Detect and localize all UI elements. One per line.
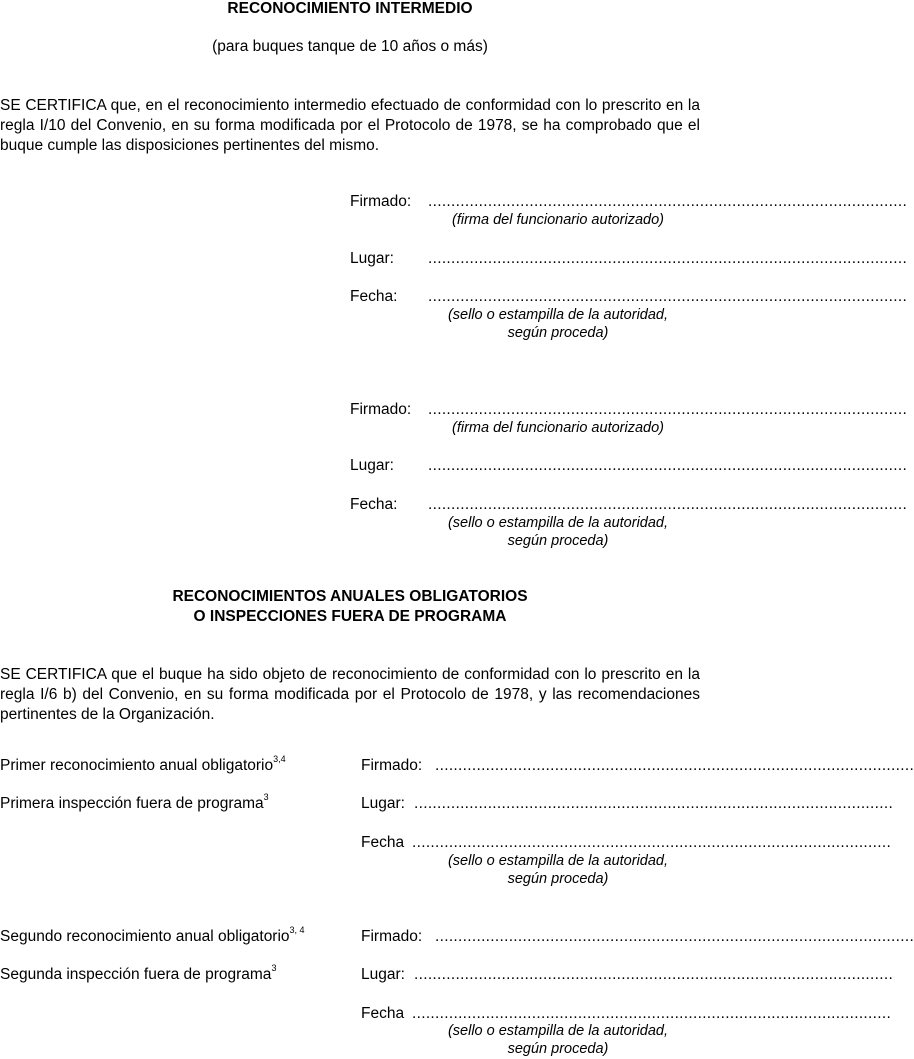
- footnote-ref: 3, 4: [289, 925, 305, 935]
- section2-title-line2: O INSPECCIONES FUERA DE PROGRAMA: [193, 608, 507, 625]
- place-field[interactable]: ........................................................................................................: [428, 250, 908, 267]
- footnote-ref: 3,4: [273, 754, 286, 764]
- date-note-line1: (sello o estampilla de la autoridad,: [447, 853, 669, 869]
- date-field[interactable]: ........................................................................................................: [412, 834, 892, 851]
- signature-field[interactable]: ........................................................................................................: [428, 401, 908, 418]
- place-label: Lugar:: [350, 250, 394, 267]
- date-label: Fecha: [361, 834, 405, 851]
- signed-note: (firma del funcionario autorizado): [452, 420, 664, 436]
- date-label: Fecha:: [350, 288, 398, 305]
- footnote-ref: 3: [263, 792, 269, 802]
- place-label: Lugar:: [361, 966, 405, 983]
- date-note-line1: (sello o estampilla de la autoridad,: [447, 515, 669, 531]
- date-field[interactable]: ........................................................................................................: [412, 1005, 892, 1022]
- place-label: Lugar:: [350, 457, 394, 474]
- survey-label-text: Segundo reconocimiento anual obligatorio: [0, 928, 290, 945]
- section2-body: SE CERTIFICA que el buque ha sido objeto de reconocimiento de conformidad con lo prescrito en la regla I/6 b) del Convenio, en su forma modificada por el Protocolo de 1978, y las recomendaciones pertinentes de la Organización.: [0, 666, 700, 723]
- place-field[interactable]: ........................................................................................................: [428, 457, 908, 474]
- footnote-ref: 3: [271, 963, 277, 973]
- signed-note: (firma del funcionario autorizado): [452, 212, 664, 228]
- date-note-line2: según proceda): [507, 533, 609, 549]
- date-note-line1: (sello o estampilla de la autoridad,: [447, 307, 669, 323]
- place-field[interactable]: ........................................................................................................: [414, 966, 894, 983]
- signed-label: Firmado:: [350, 401, 412, 418]
- section1-title: RECONOCIMIENTO INTERMEDIO: [227, 0, 473, 17]
- place-label: Lugar:: [361, 795, 405, 812]
- signature-field[interactable]: ........................................................................................................: [435, 757, 914, 774]
- date-label: Fecha: [361, 1005, 405, 1022]
- section1-subtitle: (para buques tanque de 10 años o más): [212, 38, 488, 55]
- section1-body: SE CERTIFICA que, en el reconocimiento intermedio efectuado de conformidad con lo prescrito en la regla I/10 del Convenio, en su forma modificada por el Protocolo de 1978, se ha comprobado que el buque cumple las disposiciones pertinentes del mismo.: [0, 97, 700, 154]
- section2-title-line1: RECONOCIMIENTOS ANUALES OBLIGATORIOS: [172, 588, 528, 605]
- date-note-line2: según proceda): [507, 871, 609, 887]
- date-note-line2: según proceda): [507, 1041, 609, 1057]
- survey-label: [0, 754, 286, 775]
- date-field[interactable]: ........................................................................................................: [428, 288, 908, 305]
- inspection-label: [0, 963, 277, 984]
- signed-label: Firmado:: [361, 757, 423, 774]
- date-field[interactable]: ........................................................................................................: [428, 496, 908, 513]
- signed-label: Firmado:: [350, 193, 412, 210]
- place-field[interactable]: ........................................................................................................: [414, 795, 894, 812]
- date-label: Fecha:: [350, 496, 398, 513]
- survey-label-text: Primer reconocimiento anual obligatorio: [0, 757, 274, 774]
- survey-label: [0, 925, 305, 946]
- signed-label: Firmado:: [361, 928, 423, 945]
- inspection-label: [0, 792, 269, 813]
- signature-field[interactable]: ........................................................................................................: [428, 193, 908, 210]
- signature-field[interactable]: ........................................................................................................: [435, 928, 914, 945]
- date-note-line1: (sello o estampilla de la autoridad,: [447, 1023, 669, 1039]
- inspection-label-text: Primera inspección fuera de programa: [0, 795, 264, 812]
- date-note-line2: según proceda): [507, 325, 609, 341]
- inspection-label-text: Segunda inspección fuera de programa: [0, 966, 272, 983]
